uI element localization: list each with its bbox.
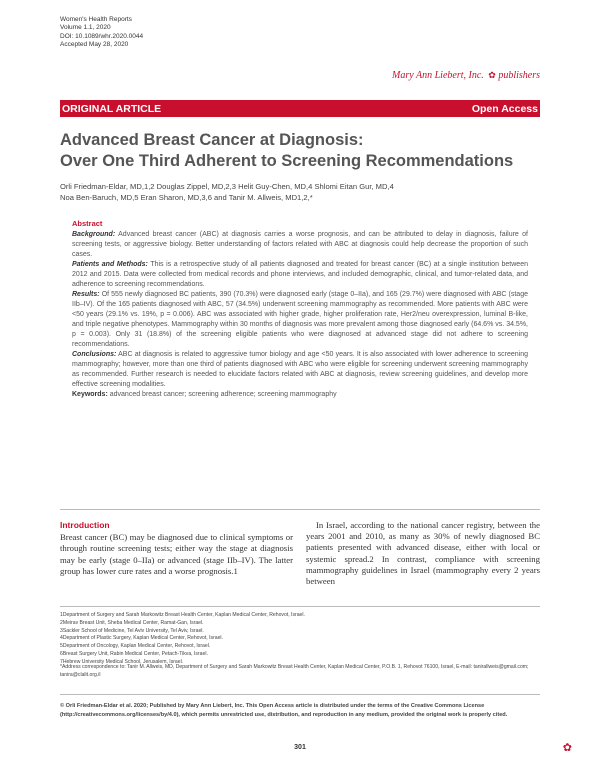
journal-volume: Volume 1.1, 2020 xyxy=(60,24,111,32)
introduction-heading: Introduction xyxy=(60,520,110,530)
abstract-methods xyxy=(72,260,528,290)
publisher-suffix: publishers xyxy=(498,70,540,81)
affiliation-7: 7Hebrew University Medical School, Jerusalem, Israel. xyxy=(60,658,184,665)
affiliation-4: 4Department of Plastic Surgery, Kaplan Medical Center, Rehovot, Israel. xyxy=(60,635,223,642)
background-text: Advanced breast cancer (ABC) at diagnosis carries a worse prognosis, and can be attributed to delay in diagnosis, failure of screening tests, or aggressive biology. Better understanding of factors related with ABC at diagnosis could help decrease the proportion of such cases. xyxy=(72,231,528,258)
journal-info xyxy=(60,16,143,49)
article-title xyxy=(60,130,513,172)
abstract-conclusions xyxy=(72,350,528,390)
keywords xyxy=(72,390,528,400)
body-left-column xyxy=(60,520,293,577)
title-line-1: Advanced Breast Cancer at Diagnosis: xyxy=(60,131,364,149)
abstract-results xyxy=(72,290,528,350)
abstract-background xyxy=(72,230,528,260)
background-label: Background: xyxy=(72,231,116,238)
page-number: 301 xyxy=(294,744,306,751)
correspondence-address: *Address correspondence to: Tanir M. Allweis, MD, Department of Surgery and Sarah Markowitz Breast Health Center, Kaplan Medical Center, P.O.B. 1, Rehovot 76100, Israel, E-mail: tanirallweis@gmail.com; tanira@clalit.org.il xyxy=(60,664,529,678)
methods-label: Patients and Methods: xyxy=(72,261,148,268)
abstract xyxy=(72,219,528,400)
article-type-band xyxy=(60,100,540,117)
journal-doi: DOI: 10.1089/whr.2020.0044 xyxy=(60,32,144,40)
results-label: Results: xyxy=(72,291,100,298)
license-statement: © Orli Friedman-Eldar et al. 2020; Published by Mary Ann Liebert, Inc. This Open Access article is distributed under the terms of the Creative Commons License (http://creativecommons.org/licenses/by/4.0), which permits unrestricted use, distribution, and reproduction in any medium, provided the original work is properly cited. xyxy=(60,703,508,718)
author-list xyxy=(60,181,394,203)
affiliation-2: 2Meirav Breast Unit, Sheba Medical Center, Ramat-Gan, Israel. xyxy=(60,619,204,626)
conclusions-text: ABC at diagnosis is related to aggressive tumor biology and age <50 years. It is also associated with lower adherence to screening mammography; however, more than one third of patients diagnosed with ABC who were eligible for screening underwent screening mammography as recommended. Further research is needed to elucidate factors related with ABC at diagnosis, review screening guidelines, and develop more effective screening modalities. xyxy=(72,351,528,388)
abstract-heading: Abstract xyxy=(72,219,103,228)
publisher-name: Mary Ann Liebert, Inc. xyxy=(392,70,484,81)
results-text: Of 555 newly diagnosed BC patients, 390 (70.3%) were diagnosed early (stage 0–IIa), and 165 (29.7%) were diagnosed with ABC (stage IIb–IV). Of the 165 patients diagnosed with ABC, 57 (34.5%) underwent screening mammography as recommended. More patients with ABC were <50 years (29.1% vs. 19%, p = 0.006). ABC was associated with higher grade, higher proliferation rate, Her2/neu overexpression, luminal B-like, and triple negative phenotypes. Mammography within 30 months of diagnosis was more prevalent among those diagnosed early (64.6% vs. 34.5%, p = 0.003). Only 31 (18.8%) of the screening eligible patients who were diagnosed at advanced stage did not adhere to screening recommendations. xyxy=(72,291,528,348)
authors-line-1: Orli Friedman-Eldar, MD,1,2 Douglas Zippel, MD,2,3 Helit Guy-Chen, MD,4 Shlomi Eitan Gur, MD,4 xyxy=(60,182,394,191)
affiliation-3: 3Sackler School of Medicine, Tel Aviv University, Tel Aviv, Israel. xyxy=(60,627,204,634)
title-line-2: Over One Third Adherent to Screening Recommendations xyxy=(60,152,514,170)
flower-logo-icon: ✿ xyxy=(562,742,572,754)
affiliation-5: 5Department of Oncology, Kaplan Medical Center, Rehovot, Israel. xyxy=(60,643,211,650)
article-type-label: ORIGINAL ARTICLE xyxy=(62,102,162,115)
affiliation-6: 6Breast Surgery Unit, Rabin Medical Center, Petach-Tikva, Israel. xyxy=(60,650,208,657)
keywords-text: advanced breast cancer; screening adherence; screening mammography xyxy=(109,391,337,398)
divider-before-affiliations xyxy=(60,606,540,607)
keywords-label: Keywords: xyxy=(72,391,108,398)
conclusions-label: Conclusions: xyxy=(72,351,117,358)
introduction-text: Breast cancer (BC) may be diagnosed due to clinical symptoms or through routine screening tests; either way the stage at diagnosis may be early (stage 0–IIa) or advanced (stage IIb–IV). The latter group has lower cure rates and a worse prognosis.1 xyxy=(60,532,293,576)
authors-line-2: Noa Ben-Baruch, MD,5 Eran Sharon, MD,3,6 and Tanir M. Allweis, MD1,2,* xyxy=(60,193,313,202)
publisher-logo xyxy=(392,70,540,81)
divider-after-abstract xyxy=(60,509,540,510)
methods-text: This is a retrospective study of all patients diagnosed and treated for breast cancer (BC) at a single institution between 2012 and 2015. Data were collected from medical records and phone interviews, and included demographic, clinical, and tumor-related data, and adherence to screening recommendations. xyxy=(72,261,528,288)
open-access-label: Open Access xyxy=(471,102,538,115)
affiliation-1: 1Department of Surgery and Sarah Markowitz Breast Health Center, Kaplan Medical Center, Rehovot, Israel. xyxy=(60,612,305,618)
divider-before-license xyxy=(60,694,540,695)
journal-name: Women's Health Reports xyxy=(60,16,132,23)
accepted-date: Accepted May 28, 2020 xyxy=(60,40,129,48)
affiliations xyxy=(60,612,305,667)
flower-icon: ✿ xyxy=(488,70,496,80)
body-right-column: In Israel, according to the national cancer registry, between the years 2001 and 2010, as many as 30% of newly diagnosed BC patients presented with advanced disease, either with local or systemic spread.2 In contrast, compliance with screening mammography guidelines in Israel (mammography every 2 years between xyxy=(306,520,540,587)
